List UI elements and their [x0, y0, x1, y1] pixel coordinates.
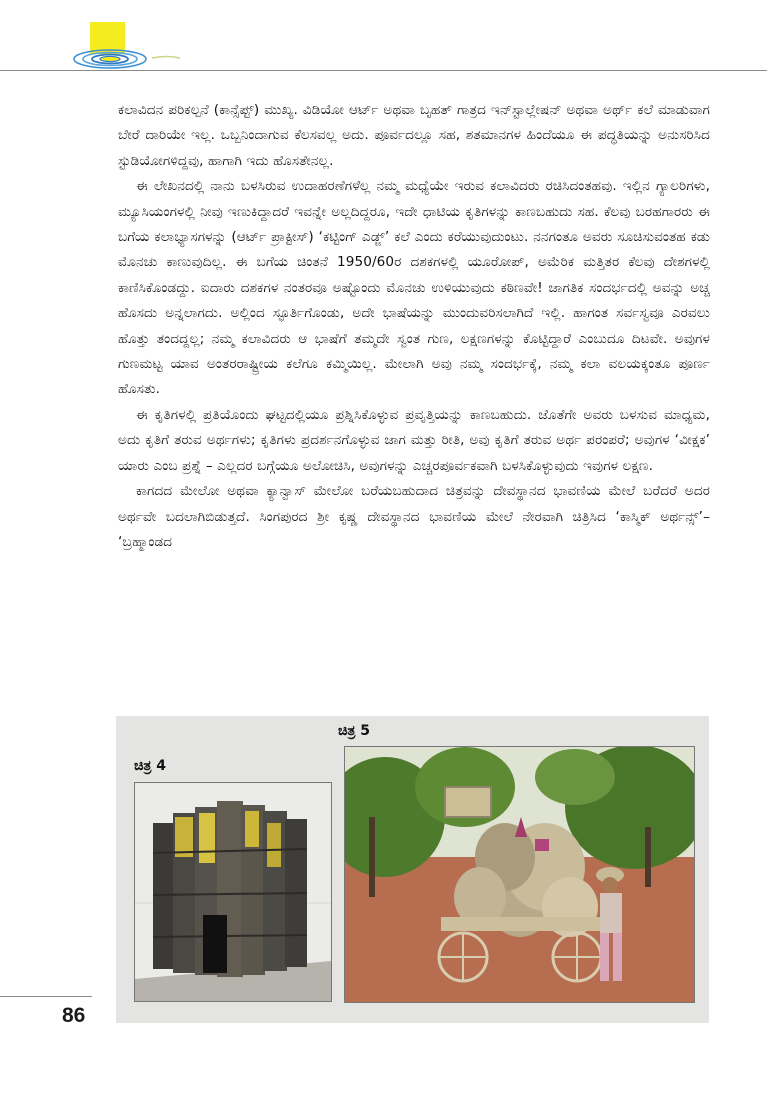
figure-5-caption: ಚಿತ್ರ 5 — [338, 723, 371, 739]
paragraph: ಈ ಕೃತಿಗಳಲ್ಲಿ ಪ್ರತಿಯೊಂದು ಘಟ್ಟದಲ್ಲಿಯೂ ಪ್ರಶ್ನಿಸಿಕೊಳ್ಳುವ ಪ್ರವೃತ್ತಿಯನ್ನು ಕಾಣಬಹುದು. ಜೊತೆಗೇ ಅವರು ಬಳಸುವ ಮಾಧ್ಯಮ, ಅದು ಕೃತಿಗೆ ತರುವ ಅರ್ಥಗಳು; ಕೃತಿಗಳು ಪ್ರದರ್ಶನಗೊಳ್ಳುವ ಜಾಗ ಮತ್ತು ರೀತಿ, ಅವು ಕೃತಿಗೆ ತರುವ ಅರ್ಥ ಪರಂಪರೆ; ಅವುಗಳ ‘ವೀಕ್ಷಕ’ ಯಾರು ಎಂಬ ಪ್ರಶ್ನೆ – ಎಲ್ಲದರ ಬಗ್ಗೆಯೂ ಅಲೋಚಿಸಿ, ಅವುಗಳನ್ನು ಎಚ್ಚರಪೂರ್ವಕವಾಗಿ ಬಳಸಿಕೊಳ್ಳುವುದು ಇವುಗಳ ಲಕ್ಷಣ. — [118, 406, 710, 474]
footer-divider — [0, 996, 92, 997]
paragraph: ಕಾಗದದ ಮೇಲೋ ಅಥವಾ ಕ್ಯಾನ್ವಾಸ್ ಮೇಲೋ ಬರೆಯಬಹುದಾದ ಚಿತ್ರವನ್ನು ದೇವಸ್ಥಾನದ ಭಾವಣಿಯ ಮೇಲೆ ಬರೆದರೆ ಅದರ ಅರ್ಥವೇ ಬದಲಾಗಿಬಿಡುತ್ತದೆ. ಸಿಂಗಪುರದ ಶ್ರೀ ಕೃಷ್ಣ ದೇವಸ್ಥಾನದ ಭಾವಣಿಯ ಮೇಲೆ ನೇರವಾಗಿ ಚಿತ್ರಿಸಿದ ‘ಕಾಸ್ಮಿಕ್ ಅರ್ಥನ್ಸ್’– ‘ಬ್ರಹ್ಮಾಂಡದ — [118, 483, 710, 550]
paragraph: ಈ ಲೇಖನದಲ್ಲಿ ನಾನು ಬಳಸಿರುವ ಉದಾಹರಣೆಗಳೆಲ್ಲ ನಮ್ಮ ಮಧ್ಯೆಯೇ ಇರುವ ಕಲಾವಿದರು ರಚಿಸಿದಂತಹವು. ಇಲ್ಲಿನ ಗ್ಯಾಲರಿಗಳು, ಮ್ಯೂಸಿಯಂಗಳಲ್ಲಿ ನೀವು ಇಣುಕಿದ್ದಾದರೆ ಇವನ್ನೇ ಅಲ್ಲದಿದ್ದರೂ, ಇದೇ ಧಾಟಿಯ ಕೃತಿಗಳನ್ನು ಕಾಣಬಹುದು ಸಹ. ಕೆಲವು ಬರಹಗಾರರು ಈ ಬಗೆಯ ಕಲಾಭ್ಯಾಸಗಳನ್ನು (ಆರ್ಟ್ ಪ್ರಾಕ್ಟೀಸ್) ‘ಕಟ್ಟಿಂಗ್ ಎಡ್ಜ್’ ಕಲೆ ಎಂದು ಕರೆಯುವುದುಂಟು. ನನಗಂತೂ ಅವರು ಸೂಚಿಸುವಂತಹ ಕಡು ಮೊನಚು ಕಾಣುವುದಿಲ್ಲ. ಈ ಬಗೆಯ ಚಿಂತನೆ 1950/60ರ ದಶಕಗಳಲ್ಲಿ ಯೂರೋಪ್, ಅಮೆರಿಕ ಮತ್ತಿತರ ಕೆಲವು ದೇಶಗಳಲ್ಲಿ ಕಾಣಿಸಿಕೊಂಡದ್ದು. ಐದಾರು ದಶಕಗಳ ನಂತರವೂ ಅಷ್ಟೊಂದು ಮೊನಚು ಉಳಿಯುವುದು ಕಠಿಣವೇ! ಜಾಗತಿಕ ಸಂದರ್ಭದಲ್ಲಿ ಅವನ್ನು ಅಚ್ಚ ಹೊಸದು ಅನ್ನಲಾಗದು. ಅಲ್ಲಿಂದ ಸ್ಫೂರ್ತಿಗೊಂಡು, ಅದೇ ಭಾಷೆಯನ್ನು ಮುಂದುವರಿಸಲಾಗಿದೆ ಇಲ್ಲಿ. ಹಾಗಂತ ಸರ್ವಸ್ವವೂ ಎರವಲು ಹೊತ್ತು ತಂದದ್ದಲ್ಲ; ನಮ್ಮ ಕಲಾವಿದರು ಆ ಭಾಷೆಗೆ ತಮ್ಮದೇ ಸ್ವಂತ ಗುಣ, ಲಕ್ಷಣಗಳನ್ನು ಕೊಟ್ಟಿದ್ದಾರೆ ಎಂಬುದೂ ದಿಟವೇ. ಅವುಗಳ ಗುಣಮಟ್ಟ ಯಾವ ಅಂತರರಾಷ್ಟ್ರೀಯ ಕಲೆಗೂ ಕಮ್ಮಿಯಿಲ್ಲ. ಮೇಲಾಗಿ ಅವು ನಮ್ಮ ಸಂದರ್ಭಕ್ಕೆ, ನಮ್ಮ ಕಲಾ ವಲಯಕ್ಕಂತೂ ಪೂರ್ಣ ಹೊಸತು. — [118, 178, 710, 398]
figure-panel — [116, 716, 709, 1023]
figure-5-photo — [344, 746, 695, 1003]
header-divider — [0, 70, 767, 71]
article-body — [118, 98, 710, 555]
figure-4-photo — [134, 782, 332, 1002]
page-number: 86 — [62, 1004, 86, 1027]
figure-4-caption: ಚಿತ್ರ 4 — [134, 758, 167, 774]
paragraph: ಕಲಾವಿದನ ಪರಿಕಲ್ಪನೆ (ಕಾನ್ಸೆಪ್ಟ್) ಮುಖ್ಯ. ವಿಡಿಯೋ ಆರ್ಟ್ ಅಥವಾ ಬೃಹತ್ ಗಾತ್ರದ ಇನ್‌ಸ್ಟಾಲ್ಲೇಷನ್ ಅಥವಾ ಅರ್ಥ್ ಕಲೆ ಮಾಡುವಾಗ ಬೇರೆ ದಾರಿಯೇ ಇಲ್ಲ. ಒಬ್ಬನಿಂದಾಗುವ ಕೆಲಸವಲ್ಲ ಅದು. ಪೂರ್ವದಲ್ಲೂ ಸಹ, ಶತಮಾನಗಳ ಹಿಂದೆಯೂ ಈ ಪದ್ಧತಿಯನ್ನು ಅನುಸರಿಸಿದ ಸ್ಟುಡಿಯೋಗಳಿದ್ದವು, ಹಾಗಾಗಿ ಇದು ಹೊಸತೇನಲ್ಲ. — [118, 102, 710, 169]
